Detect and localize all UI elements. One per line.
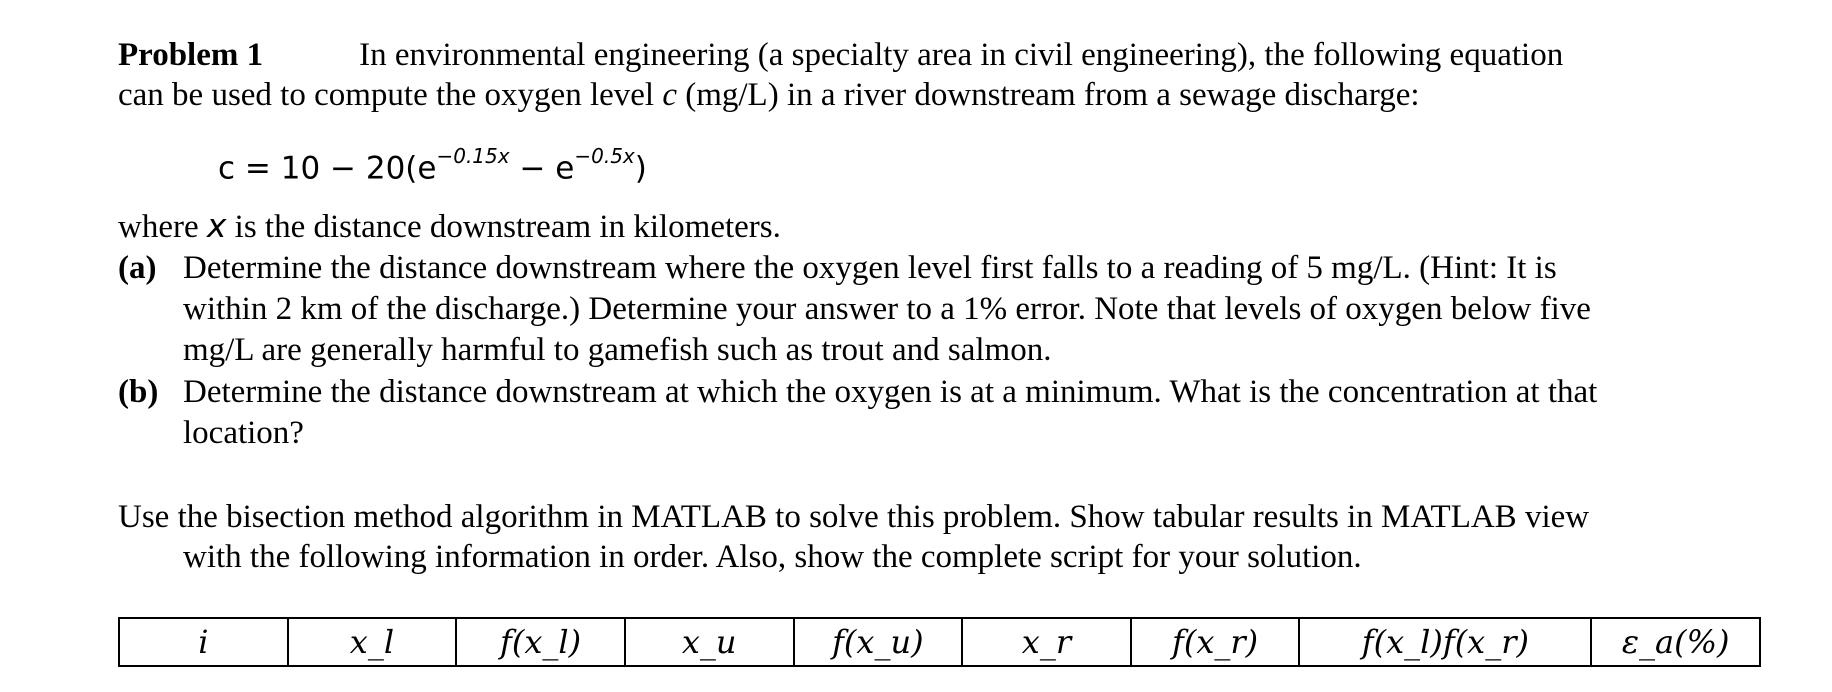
instructions-line-2: with the following information in order. Also, show the complete script for your solution.	[183, 539, 1362, 575]
header-cell-i	[119, 618, 288, 666]
header-cell-ea	[1591, 618, 1760, 666]
equation-mid: − e	[509, 150, 575, 187]
equation-lhs: c = 10 − 20(e	[218, 150, 437, 187]
where-text-b: is the distance downstream in kilometers.	[226, 209, 781, 245]
equation-exponent-1: −0.15x	[436, 144, 510, 168]
intro-text-1: In environmental engineering (a specialty area in civil engineering), the following equation	[359, 37, 1564, 73]
header-i: i	[198, 623, 209, 661]
part-b-text-1: Determine the distance downstream at which the oxygen is at a minimum. What is the concentration at that	[183, 374, 1598, 410]
problem-intro-line-2	[118, 75, 1420, 115]
part-a-line-1	[118, 248, 1557, 288]
part-b-line-1	[118, 372, 1597, 412]
header-xl: x_l	[349, 623, 395, 661]
instructions-line-1: Use the bisection method algorithm in MATLAB to solve this problem. Show tabular results in MATLAB view	[118, 499, 1590, 535]
where-line	[118, 206, 781, 247]
header-ea: ε_a(%)	[1621, 623, 1730, 661]
header-fxl: f(x_l)	[500, 623, 582, 661]
header-fxr: f(x_r)	[1171, 623, 1259, 661]
part-a-line-3: mg/L are generally harmful to gamefish such as trout and salmon.	[183, 332, 1052, 368]
header-cell-fxl-fxr	[1299, 618, 1591, 666]
header-fxu: f(x_u)	[832, 623, 924, 661]
header-cell-xr	[962, 618, 1131, 666]
part-a-text-1: Determine the distance downstream where the oxygen level first falls to a reading of 5 mg/L. (Hint: It is	[183, 250, 1557, 286]
intro-text-2b: (mg/L) in a river downstream from a sewage discharge:	[676, 77, 1420, 113]
part-b-label: (b)	[118, 374, 159, 410]
problem-intro-line-1	[118, 35, 1563, 75]
header-cell-xu	[625, 618, 794, 666]
header-xu: x_u	[681, 623, 737, 661]
problem-label: Problem 1	[118, 37, 264, 73]
variable-c: c	[662, 77, 677, 113]
oxygen-equation	[218, 140, 647, 188]
table-header-row	[119, 618, 1760, 666]
part-b-line-2: location?	[183, 415, 304, 451]
variable-x: x	[206, 206, 227, 245]
equation-end: )	[634, 150, 647, 187]
header-cell-fxr	[1131, 618, 1300, 666]
bisection-results-table-header	[118, 617, 1761, 667]
equation-exponent-2: −0.5x	[574, 144, 635, 168]
part-a-label: (a)	[118, 250, 157, 286]
header-cell-fxu	[794, 618, 963, 666]
where-text-a: where	[118, 209, 207, 245]
header-cell-xl	[288, 618, 457, 666]
part-a-line-2: within 2 km of the discharge.) Determine your answer to a 1% error. Note that levels of oxygen below five	[183, 291, 1591, 327]
header-xr: x_r	[1021, 623, 1072, 661]
intro-text-2a: can be used to compute the oxygen level	[118, 77, 663, 113]
header-cell-fxl	[456, 618, 625, 666]
header-fxl-fxr: f(x_l)f(x_r)	[1361, 623, 1529, 661]
